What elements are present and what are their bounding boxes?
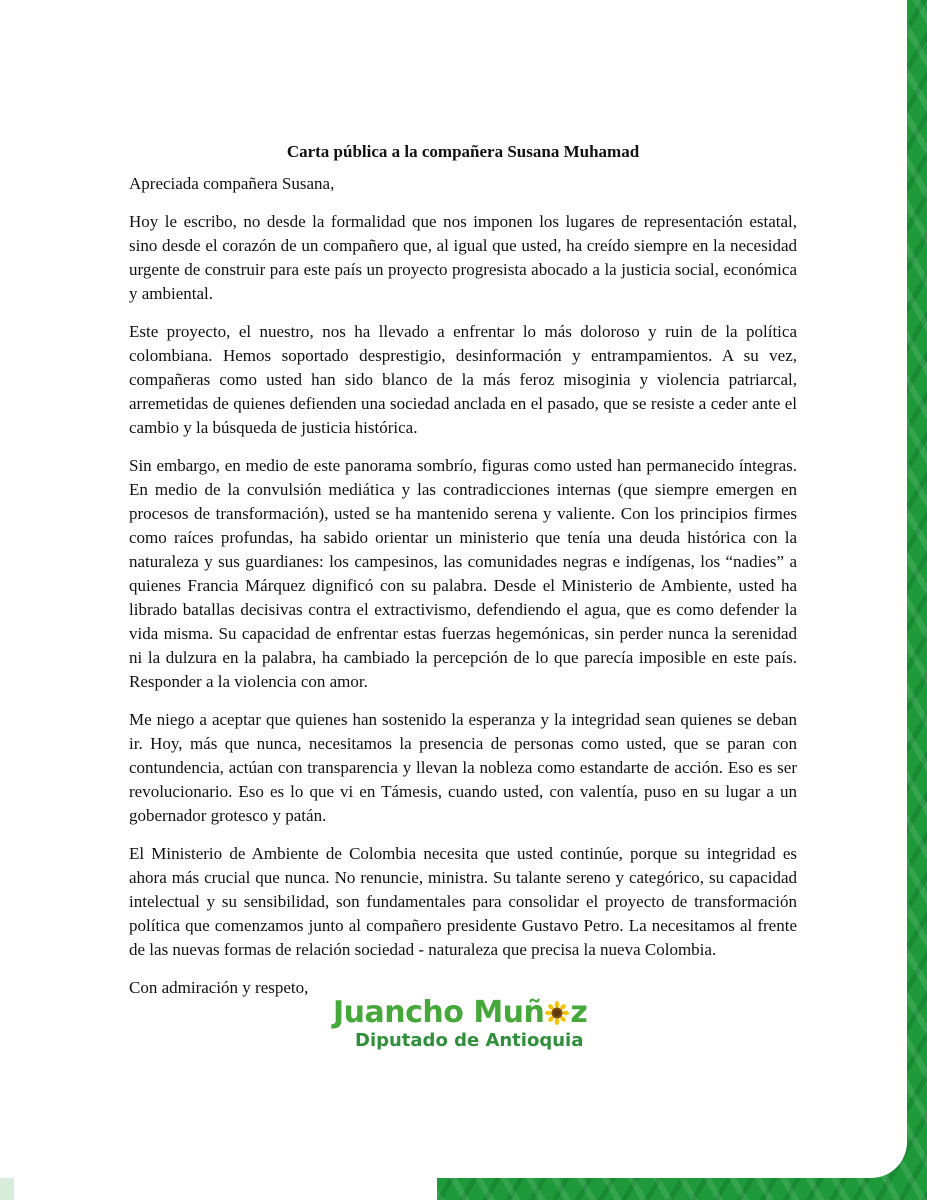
- signature-name: [333, 996, 623, 1030]
- letter-paragraph: Me niego a aceptar que quienes han sostenido la esperanza y la integridad sean quienes se deban ir. Hoy, más que nunca, necesitamos la presencia de personas como usted, que se paran con contundencia, actúan con transparencia y llevan la nobleza como estandarte de acción. Eso es ser revolucionario. Eso es lo que vi en Támesis, cuando usted, con valentía, puso en su lugar a un gobernador grotesco y patán.: [129, 710, 797, 825]
- letter-sheet-corner: [437, 0, 907, 70]
- letter-paragraph: El Ministerio de Ambiente de Colombia necesita que usted continúe, porque su integridad es ahora más crucial que nunca. No renuncie, ministra. Su talante sereno y categórico, su capacidad intelectual y su sensibilidad, son fundamentales para consolidar el proyecto de transformación política que comenzamos junto al compañero presidente Gustavo Petro. La necesitamos al frente de las nuevas formas de relación sociedad - naturaleza que precisa la nueva Colombia.: [129, 844, 797, 959]
- sunflower-icon: [545, 1001, 569, 1025]
- letter-closing: Con admiración y respeto,: [129, 978, 309, 997]
- letter-title: Carta pública a la compañera Susana Muhamad: [286, 142, 640, 161]
- letter-paragraph: Sin embargo, en medio de este panorama sombrío, figuras como usted han permanecido íntegras. En medio de la convulsión mediática y las contradicciones internas (que siempre emergen en procesos de transformación), usted se ha mantenido serena y valiente. Con los principios firmes como raíces profundas, ha sabido orientar un ministerio que tenía una deuda histórica con la naturaleza y sus guardianes: los campesinos, las comunidades negras e indígenas, los “nadies” a quienes Francia Márquez dignificó con su palabra. Desde el Ministerio de Ambiente, usted ha librado batallas decisivas contra el extractivismo, defendiendo el agua, que es como defender la vida misma. Su capacidad de enfrentar estas fuerzas hegemónicas, sin perder nunca la serenidad ni la dulzura en la palabra, ha cambiado la percepción de lo que parecía imposible en este país. Responder a la violencia con amor.: [129, 456, 797, 691]
- signature-name-part1: Juancho Muñ: [333, 995, 545, 1030]
- signature-logo: [333, 996, 623, 1052]
- signature-name-part2: z: [570, 995, 588, 1030]
- letter-paragraph: Hoy le escribo, no desde la formalidad que nos imponen los lugares de representación estatal, sino desde el corazón de un compañero que, al igual que usted, ha creído siempre en la necesidad urgente de construir para este país un proyecto progresista abocado a la justicia social, económica y ambiental.: [129, 212, 797, 303]
- letter-paragraph: Este proyecto, el nuestro, nos ha llevado a enfrentar lo más doloroso y ruin de la política colombiana. Hemos soportado desprestigio, desinformación y entrampamientos. A su vez, compañeras como usted han sido blanco de la más feroz misoginia y violencia patriarcal, arremetidas de quienes defienden una sociedad anclada en el pasado, que se resiste a ceder ante el cambio y la búsqueda de justicia histórica.: [129, 322, 797, 437]
- letter-greeting: Apreciada compañera Susana,: [129, 174, 335, 193]
- letter-body: [129, 140, 797, 1000]
- signature-role: Diputado de Antioquia: [355, 1030, 584, 1051]
